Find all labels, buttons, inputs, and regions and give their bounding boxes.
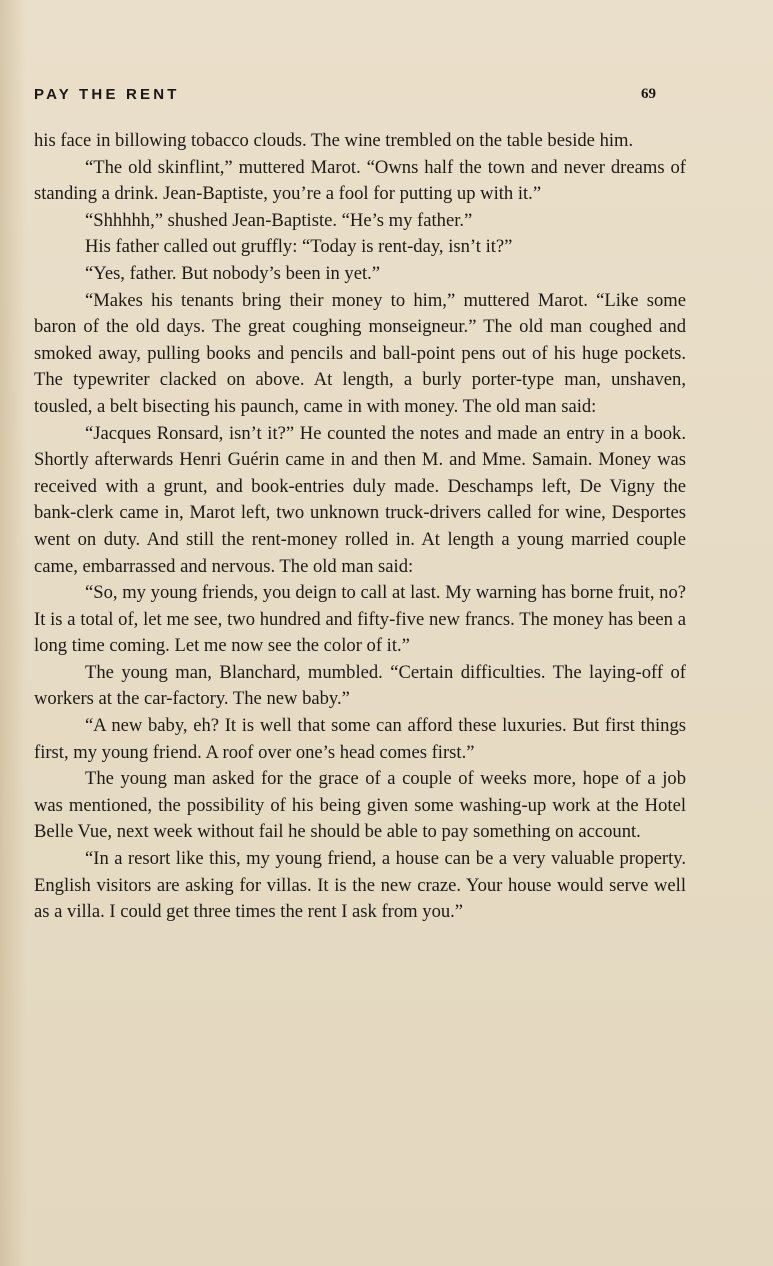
paragraph: “A new baby, eh? It is well that some can afford these luxuries. But first things first, my young friend. A roof over one’s head comes first.” <box>34 715 686 763</box>
page-header <box>34 86 654 108</box>
paragraph: “In a resort like this, my young friend, a house can be a very valuable property. English visitors are asking for villas. It is the new craze. Your house would serve well as a villa. I could get three times the rent I ask from you.” <box>34 848 686 923</box>
paragraph: “Jacques Ronsard, isn’t it?” He counted the notes and made an entry in a book. Shortly afterwards Henri Guérin came in and then M. and Mme. Samain. Money was received with a grunt, and book-entries duly made. Deschamps left, De Vigny the bank-clerk came in, Marot left, two unknown truck-drivers called for wine, Desportes went on duty. And still the rent-money rolled in. At length a young married couple came, embarrassed and nervous. The old man said: <box>34 422 686 577</box>
page-number: 69 <box>641 86 656 102</box>
paragraph: “The old skinflint,” muttered Marot. “Owns half the town and never dreams of standing a drink. Jean-Baptiste, you’re a fool for putting up with it.” <box>34 156 686 205</box>
paragraph: “Makes his tenants bring their money to him,” muttered Marot. “Like some baron of the old days. The great coughing monseigneur.” The old man coughed and smoked away, pulling books and pencils and ball-point pens out of his huge pockets. The typewriter clacked on above. At length, a burly porter-type man, unshaven, tousled, a belt bisecting his paunch, came in with money. The old man said: <box>34 289 686 417</box>
paragraph: “Yes, father. But nobody’s been in yet.” <box>85 262 381 284</box>
paragraph: “Shhhhh,” shushed Jean-Baptiste. “He’s my father.” <box>85 209 473 231</box>
paragraph: The young man, Blanchard, mumbled. “Certain difficulties. The laying-off of workers at the car-factory. The new baby.” <box>34 661 686 710</box>
paragraph: The young man asked for the grace of a couple of weeks more, hope of a job was mentioned, the possibility of his being given some washing-up work at the Hotel Belle Vue, next week without fail he should be able to pay something on account. <box>34 768 686 843</box>
running-head: PAY THE RENT <box>34 86 180 103</box>
paragraph: His father called out gruffly: “Today is rent-day, isn’t it?” <box>85 236 513 258</box>
paragraph: “So, my young friends, you deign to call at last. My warning has borne fruit, no? It is a total of, let me see, two hundred and fifty-five new francs. The money has been a long time coming. Let me now see the color of it.” <box>34 582 686 657</box>
body-text <box>34 128 686 926</box>
paragraph: his face in billowing tobacco clouds. The wine trembled on the table beside him. <box>34 130 634 151</box>
